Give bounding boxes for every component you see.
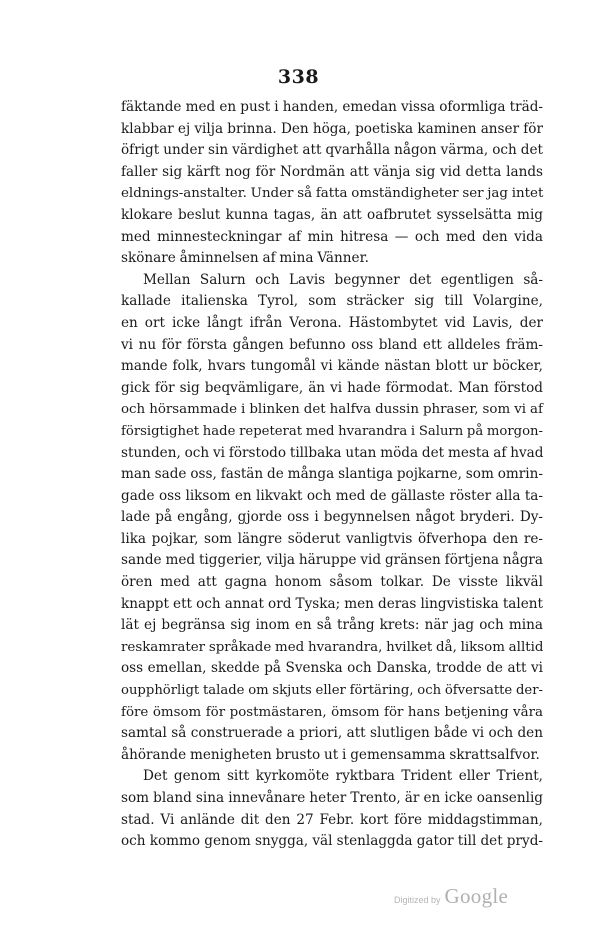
text-line: sande med tiggerier, vilja häruppe vid gränsen förtjena några: [121, 552, 543, 569]
text-line: med minnesteckningar af min hitresa — och med den vida: [121, 228, 543, 245]
text-line: som bland sina innevånare heter Trento, är en icke oansenlig: [121, 790, 543, 806]
text-line: skönare åminnelsen af mina Vänner.: [121, 250, 369, 267]
text-line: man sade oss, fastän de många slantiga pojkarne, som omrin-: [121, 466, 543, 483]
watermark-brand: Google: [444, 884, 509, 908]
text-line: försigtighet hade repeterat med hvarandra i Salurn på morgon-: [121, 423, 543, 439]
text-line: ören med att gagna honom såsom tolkar. De visste likväl: [121, 574, 543, 591]
text-line: reskamrater språkade med hvarandra, hvilket då, liksom alltid: [121, 639, 544, 655]
text-line: och hörsammade i blinken det halfva dussin phraser, som vi af: [121, 402, 543, 418]
text-line: oss emellan, skedde på Svenska och Danska, trodde de att vi: [121, 660, 543, 677]
text-line: stunden, och vi förstodo tillbaka utan möda det mesta af hvad: [121, 444, 544, 461]
digitization-watermark: [394, 884, 508, 909]
text-line: fäktande med en pust i handen, emedan vissa oformliga träd-: [121, 99, 543, 115]
text-line: öfrigt under sin värdighet att qvarhålla någon värma, och det: [121, 142, 543, 159]
text-line: oupphörligt talade om skjuts eller förtäring, och öfversatte der-: [121, 683, 543, 699]
text-line: gade oss liksom en likvakt och med de gällaste röster alla ta-: [121, 487, 543, 504]
text-line: lade på engång, gjorde oss i begynnelsen något bryderi. Dy-: [121, 509, 543, 526]
page-number: 338: [277, 66, 320, 88]
text-line: eldnings-anstalter. Under så fatta omständigheter ser jag intet: [121, 186, 544, 202]
text-line: gick för sig beqvämligare, än vi hade förmodat. Man förstod: [121, 379, 543, 396]
text-line: stad. Vi anlände dit den 27 Febr. kort före middagstimman,: [121, 811, 543, 828]
body-text: [121, 97, 543, 853]
text-line: klabbar ej vilja brinna. Den höga, poetiska kaminen anser för: [121, 120, 543, 137]
text-line: samtal så construerade a priori, att slutligen både vi och den: [121, 725, 543, 742]
text-line: mande folk, hvars tungomål vi kände nästan blott ur böcker,: [121, 358, 543, 375]
watermark-prefix: Digitized by: [394, 895, 441, 905]
text-line: åhörande menigheten brusto ut i gemensamma skrattsalfvor.: [121, 746, 540, 763]
text-line: lät ej begränsa sig inom en så trång krets: när jag och mina: [121, 617, 543, 634]
text-line: knappt ett och annat ord Tyska; men deras lingvistiska talent: [121, 595, 543, 612]
text-line: lika pojkar, som längre söderut vanligtvis öfverhopa den re-: [121, 530, 543, 547]
text-line: Det genom sitt kyrkomöte ryktbara Trident eller Trient,: [143, 768, 543, 785]
text-line: en ort icke långt ifrån Verona. Hästombytet vid Lavis, der: [121, 314, 543, 331]
text-line: före ömsom för postmästaren, ömsom för hans betjening våra: [121, 704, 543, 720]
text-line: Mellan Salurn och Lavis begynner det egentligen så-: [143, 271, 543, 288]
text-line: klokare beslut kunna tagas, än att oafbrutet sysselsätta mig: [121, 206, 543, 223]
text-line: faller sig kärft nog för Nordmän att vänja sig vid detta lands: [121, 163, 543, 180]
text-line: vi nu för första gången befunno oss bland ett alldeles främ-: [121, 336, 543, 353]
text-line: och kommo genom snygga, väl stenlaggda gator till det pryd-: [121, 833, 543, 850]
text-line: kallade italienska Tyrol, som sträcker sig till Volargine,: [121, 293, 543, 310]
